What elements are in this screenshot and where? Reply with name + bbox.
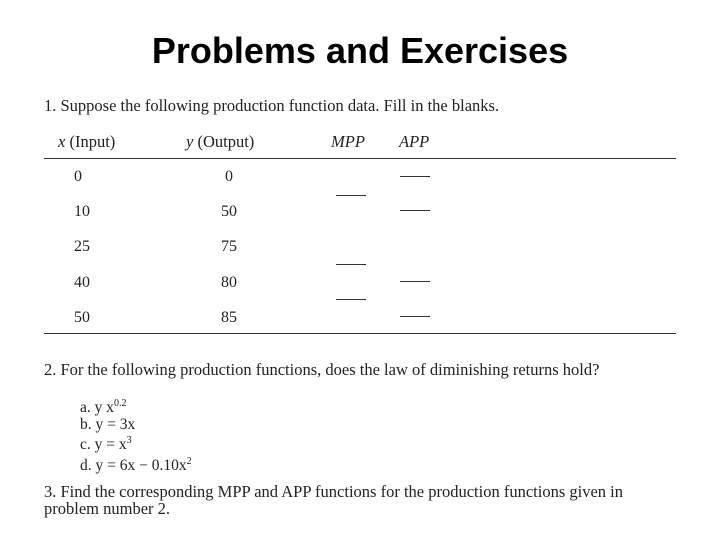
cell-x: 50 [74, 309, 90, 326]
header-output: y (Output) [186, 132, 255, 151]
table-top-rule [44, 158, 676, 159]
mpp-blank[interactable] [336, 264, 366, 265]
header-input: x (Input) [58, 132, 116, 151]
app-blank[interactable] [400, 281, 430, 282]
header-mpp: MPP [331, 132, 365, 151]
cell-y: 75 [221, 238, 237, 255]
cell-y: 0 [225, 168, 233, 185]
function-options [80, 396, 192, 474]
app-blank[interactable] [400, 316, 430, 317]
cell-y: 80 [221, 274, 237, 291]
production-table [44, 128, 676, 338]
app-blank[interactable] [400, 176, 430, 177]
app-blank[interactable] [400, 210, 430, 211]
cell-x: 40 [74, 274, 90, 291]
cell-x: 10 [74, 203, 90, 220]
option-c: c. $y = x^3$ [80, 435, 132, 454]
question-1: 1. Suppose the following production function data. Fill in the blanks. [44, 96, 500, 115]
option-d: d. $y = 6x - 0.10x^2$ [80, 455, 192, 474]
question-3-line-2: problem number 2. [44, 499, 171, 518]
mpp-blank[interactable] [336, 195, 366, 196]
cell-y: 85 [221, 309, 237, 326]
option-a: a. y $x^{0.2}$ [80, 398, 127, 417]
header-app: APP [399, 132, 430, 151]
cell-x: 25 [74, 238, 90, 255]
cell-x: 0 [74, 168, 82, 185]
question-2: 2. For the following production functions, does the law of diminishing returns hold? [44, 360, 600, 379]
page-title: Problems and Exercises [151, 30, 569, 71]
table-bottom-rule [44, 333, 676, 334]
cell-y: 50 [221, 203, 237, 220]
question-3 [44, 483, 684, 517]
option-b: b. y = 3x [80, 415, 136, 433]
question-3-line-1: 3. Find the corresponding MPP and APP functions for the production functions given in [44, 482, 623, 501]
mpp-blank[interactable] [336, 299, 366, 300]
